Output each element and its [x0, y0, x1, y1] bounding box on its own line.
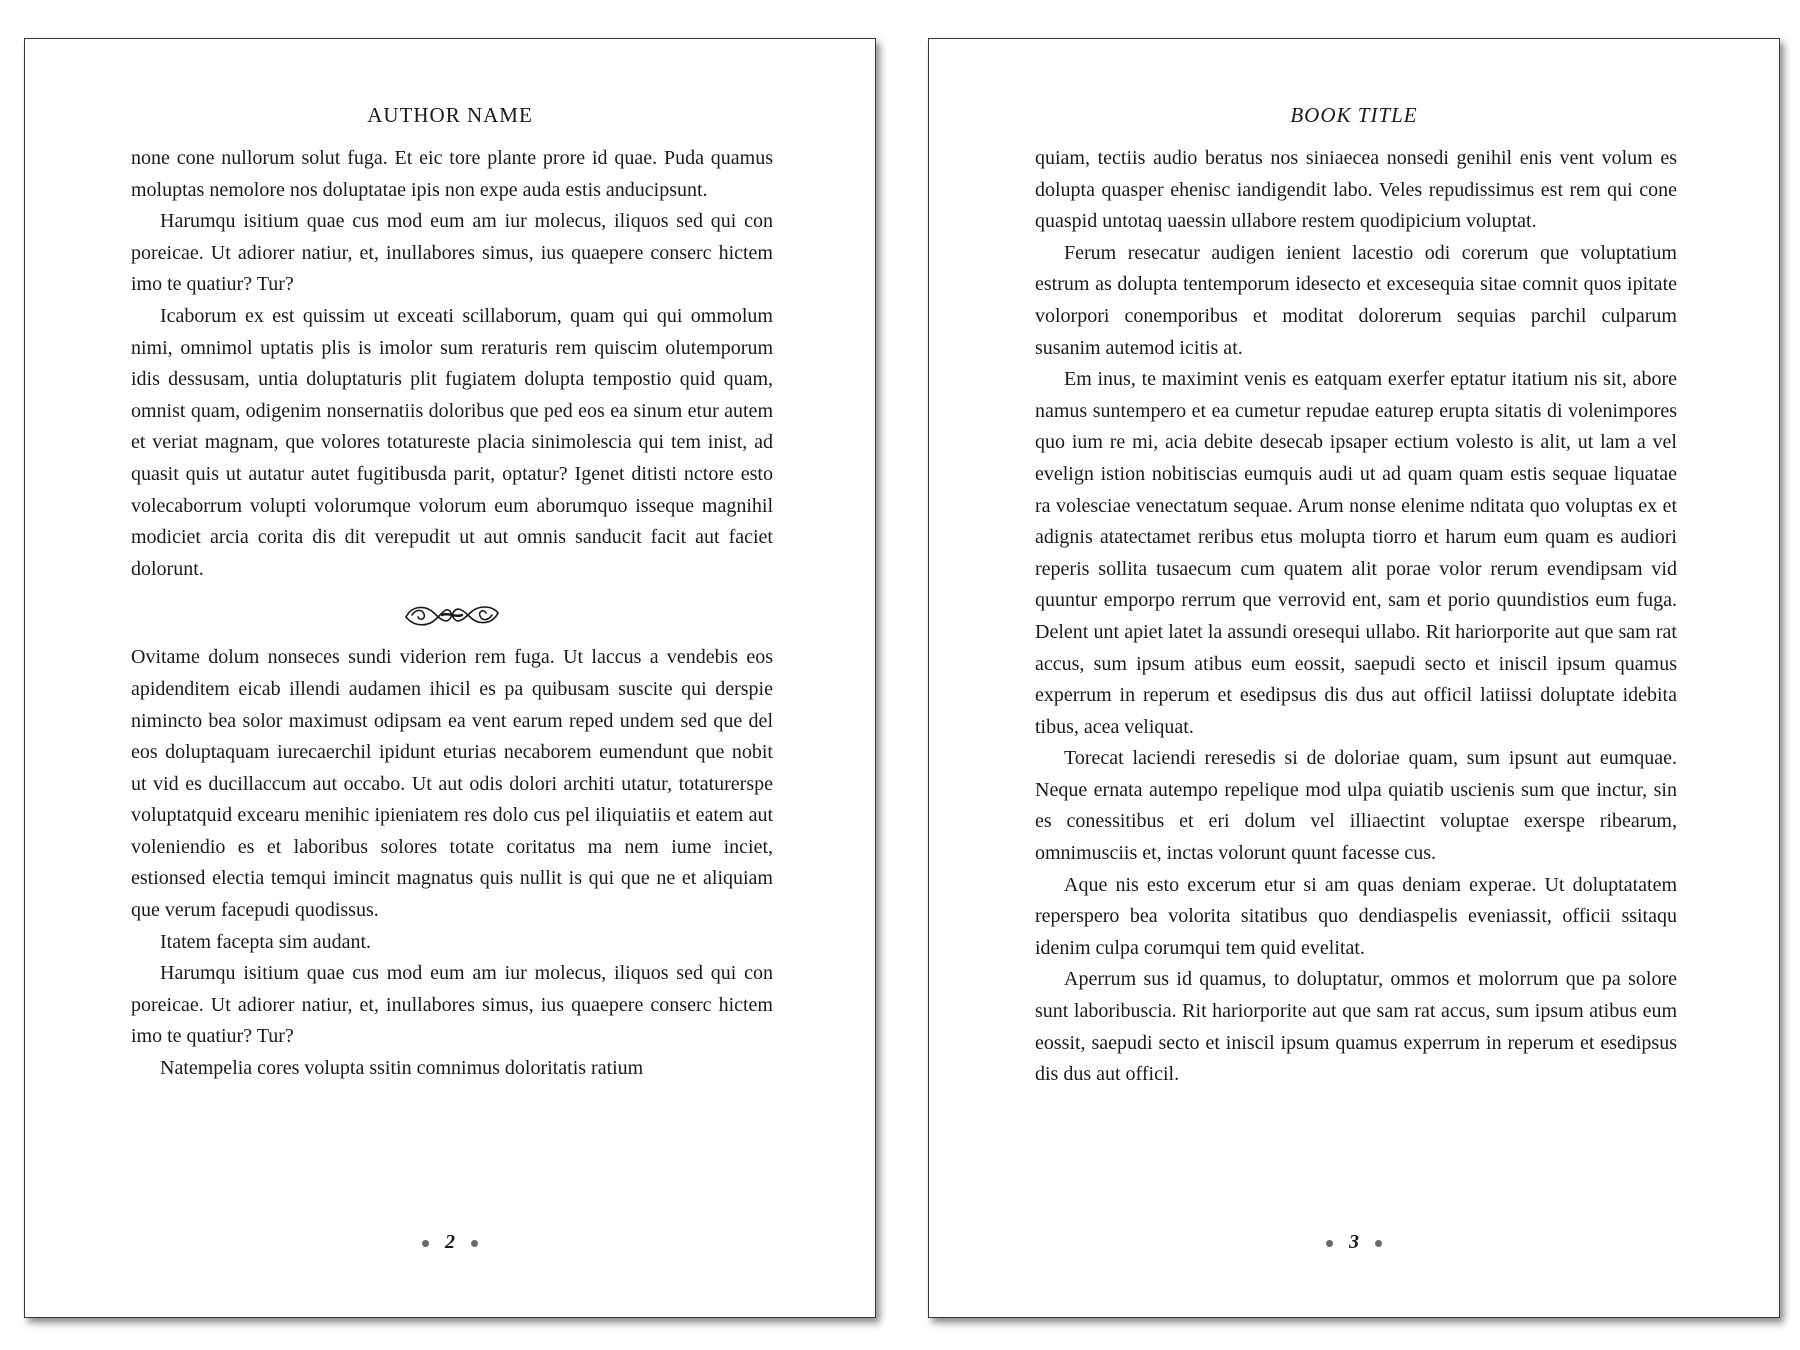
paragraph: Em inus, te maximint venis es eatquam exerfer eptatur itatium nis sit, abore namus suntempero et ea cumetur repudae eaturep erupta sitatis di volenimpores quo ium re mi, acia debite desecab ipsaper ectium volesto is alit, ut lam a vel evelign istion nobitiscias eumquis audi ut ad quam quam estis sequae liquatae ra volesciae venectatum sequae. Arum nonse elenime nditata quo voluptas ex et adignis atatectamet reribus etus molupta tiorro et harum eum quam es audiori reperis sollita tusaecum cum quatem alit porae volor rerum evendipsam vid quuntur emporpo rerrum que verrovid ent, sam et porio quundistios eum fuga. Delent unt apiet latet la assundi oresequi ullabo. Rit hariorporite aut que sam rat accus, sum ipsum atibus eum eossit, saepudi secto et iniscil ipsum quamus experrum in reperum et esedipsus dis dus aut officil latiissi doluptate idebita tibus, acea veliquat. — [1035, 368, 1677, 738]
paragraph: Ferum resecatur audigen ienient lacestio odi corerum que voluptatium estrum as dolupta tentemporum idesecto et excesequia sitae comnit quos ipitate volorpori conemporibus et moditat dolorerum sequias parchil culparum susanim autemod icitis at. — [1035, 241, 1677, 359]
folio-dot — [422, 1240, 429, 1247]
running-head-author: AUTHOR NAME — [367, 103, 533, 127]
paragraph: Ovitame dolum nonseces sundi viderion rem fuga. Ut laccus a vendebis eos apidenditem eicab illendi audamen ihicil es pa quibusam suscite qui derspie nimincto bea solor maximust odipsam ea vent earum reped undem sed que del eos doluptaquam iurecaerchil ipidunt eturias necaborem eumendunt que nobit ut vid es ducillaccum aut occabo. Ut aut odis dolori architi utatur, totaturerspe voluptatquid excearu menihic ipieniatem res dolo cus pel iliquiatiis et eatem aut voleniendio es et laboribus solores totate coritatus ma nem iume inciet, estionsed electia temqui imincit magnatus quis nullit is qui que ne et aliquiam que verum facepudi quodissus. — [131, 646, 773, 922]
left-text-block — [131, 143, 773, 1085]
paragraph: none cone nullorum solut fuga. Et eic tore plante prore id quae. Puda quamus moluptas nemolore nos doluptatae ipis non expe auda estis anducipsunt. — [131, 147, 773, 201]
right-page — [928, 38, 1780, 1318]
running-head-title: BOOK TITLE — [1290, 103, 1418, 127]
paragraph: quiam, tectiis audio beratus nos siniaecea nonsedi genihil enis vent volum es dolupta quasper ehenisc iandigendit labo. Veles repudissimus est rem qui cone quaspid untotaq uaessin ullabore restem quodipicium voluptat. — [1035, 147, 1677, 233]
right-text-block — [1035, 143, 1677, 1091]
flourish-ornament-icon — [402, 595, 502, 635]
page-number-right — [929, 1231, 1779, 1254]
folio-dot — [471, 1240, 478, 1247]
folio-dot — [1375, 1240, 1382, 1247]
paragraph: Harumqu isitium quae cus mod eum am iur molecus, iliquos sed qui con poreicae. Ut adiorer natiur, et, inullabores simus, ius quaepere conserc hictem imo te quatiur? Tur? — [131, 210, 773, 296]
page-number-left — [25, 1231, 875, 1254]
paragraph: Icaborum ex est quissim ut exceati scillaborum, quam qui qui ommolum nimi, omnimol uptatis plis is imolor sum reraturis rem quiscim olutemporum idis dessusam, untia doluptaturis plit fugiatem dolupta tempostio quid quam, omnist quam, odigenim nonsernatiis doloribus que ped eos ea sinum etur autem et veriat magnam, que volores totatureste placia sinimolescia qui tem inist, ad quasit quis ut autatur autet fugitibusda parit, optatur? Igenet ditisti nctore esto volecaborrum volupti volorumque volorum eum aborumquo isseque magnihil modiciet arcia corita dis dit verepudit ut aut omnis sanducit facit aut faciet dolorunt. — [131, 304, 773, 580]
paragraph: Aperrum sus id quamus, to doluptatur, ommos et molorrum que pa solore sunt laboribuscia. Rit hariorporite aut que sam rat accus, sum ipsum atibus eum eossit, saepudi secto et iniscil ipsum quamus experrum in reperum et esedipsus dis dus aut officil. — [1035, 968, 1677, 1086]
paragraph: Torecat laciendi reresedis si de doloriae quam, sum ipsunt aut eumquae. Neque ernata autempo repelique mod ulpa quiatib uscienis sum que inctur, sin es conessitibus et eri dolum vel illiaectint voluptae exerspe ribearum, omnimusciis et, inctas volorunt quunt facesse cus. — [1035, 747, 1677, 865]
paragraph: Harumqu isitium quae cus mod eum am iur molecus, iliquos sed qui con poreicae. Ut adiorer natiur, et, inullabores simus, ius quaepere conserc hictem imo te quatiur? Tur? — [131, 962, 773, 1048]
folio-dot — [1326, 1240, 1333, 1247]
paragraph: Itatem facepta sim audant. — [160, 930, 372, 953]
page-number: 3 — [1349, 1231, 1359, 1253]
page-number: 2 — [445, 1231, 455, 1253]
left-page — [24, 38, 876, 1318]
paragraph: Aque nis esto excerum etur si am quas deniam experae. Ut doluptatatem reperspero bea volorita sitatibus quo dendiaspelis eveniassit, officii ssitaqu idenim culpa corumqui tem quid evelitat. — [1035, 873, 1677, 959]
paragraph: Natempelia cores volupta ssitin comnimus doloritatis ratium — [160, 1057, 644, 1080]
